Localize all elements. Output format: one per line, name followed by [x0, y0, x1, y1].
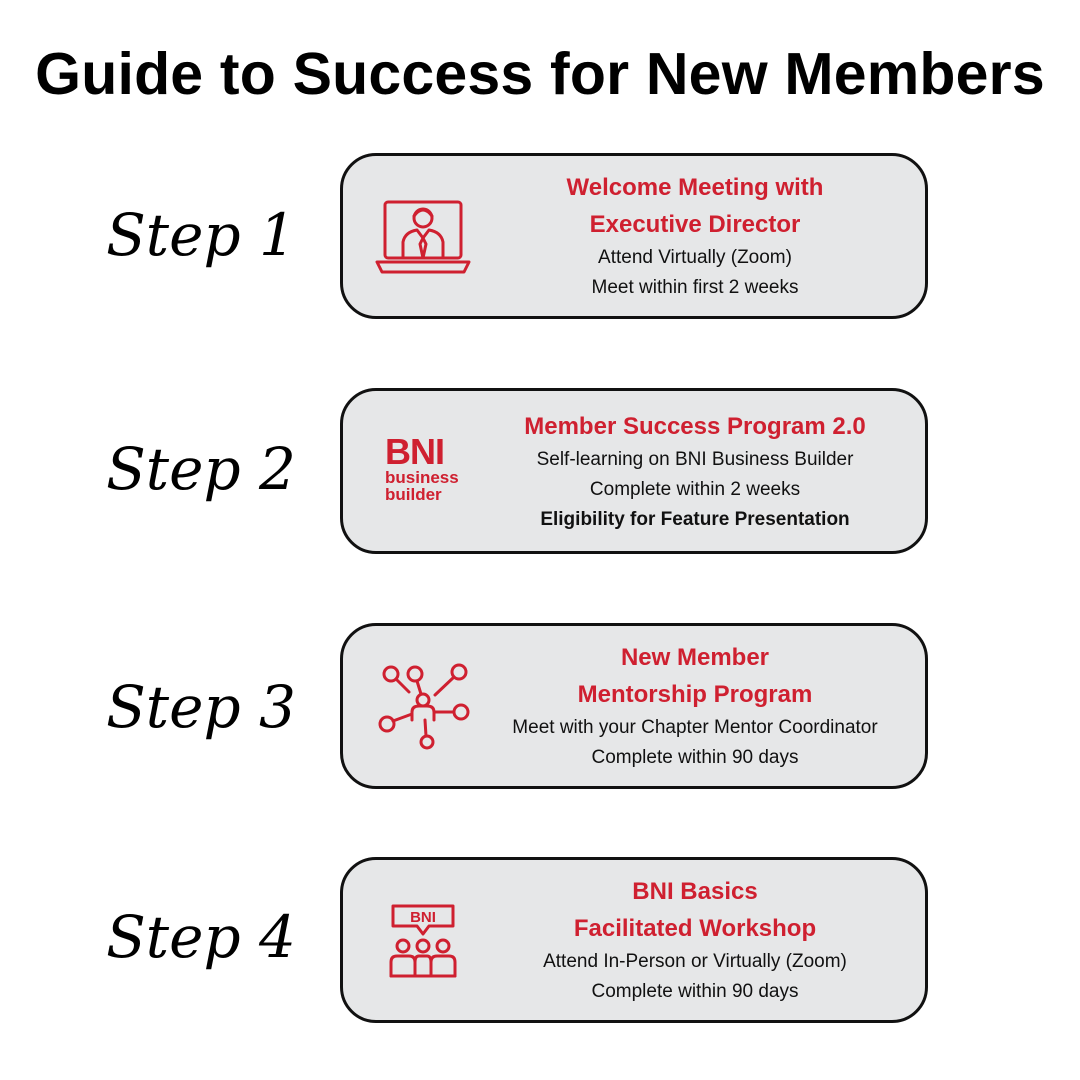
step-3-card [340, 623, 928, 789]
step-4-label: Step 4 [106, 903, 296, 971]
step-1-label: Step 1 [106, 201, 296, 269]
step-4-detail-2: Complete within 90 days [591, 981, 799, 1002]
step-1-detail-2: Meet within first 2 weeks [591, 277, 799, 298]
bni-logo-line-2: builder [385, 485, 442, 504]
step-2-card [340, 388, 928, 554]
step-4-heading-line-2: Facilitated Workshop [573, 915, 817, 942]
step-2-heading: Member Success Program 2.0 [524, 412, 866, 440]
step-1-heading-line-1: Welcome Meeting with [566, 174, 824, 201]
step-4-detail-1: Attend In-Person or Virtually (Zoom) [543, 951, 847, 972]
step-4-card [340, 857, 928, 1023]
bni-logo-line-1: business [385, 468, 459, 487]
page-title: Guide to Success for New Members [35, 41, 1045, 107]
step-2-eligibility: Eligibility for Feature Presentation [540, 508, 850, 530]
step-3-label: Step 3 [106, 673, 296, 741]
workshop-icon-text: BNI [410, 909, 436, 926]
bni-business-builder-logo [385, 431, 469, 504]
step-3-detail-1: Meet with your Chapter Mentor Coordinator [512, 717, 878, 738]
bni-workshop-group-icon [375, 896, 471, 986]
step-1-detail-1: Attend Virtually (Zoom) [598, 247, 792, 268]
network-people-icon [375, 662, 471, 752]
step-3-heading-line-2: Mentorship Program [577, 681, 813, 708]
bni-logo-mark: BNI [385, 431, 444, 472]
step-1-card [340, 153, 928, 319]
step-1-heading-line-2: Executive Director [589, 211, 801, 238]
step-3-detail-2: Complete within 90 days [591, 747, 799, 768]
step-3-heading-line-1: New Member [620, 644, 770, 671]
step-2-label: Step 2 [106, 435, 296, 503]
step-2-detail-1: Self-learning on BNI Business Builder [536, 448, 854, 470]
step-4-heading-line-1: BNI Basics [632, 878, 758, 905]
step-2-detail-2: Complete within 2 weeks [589, 478, 801, 500]
video-call-laptop-icon [375, 192, 471, 282]
